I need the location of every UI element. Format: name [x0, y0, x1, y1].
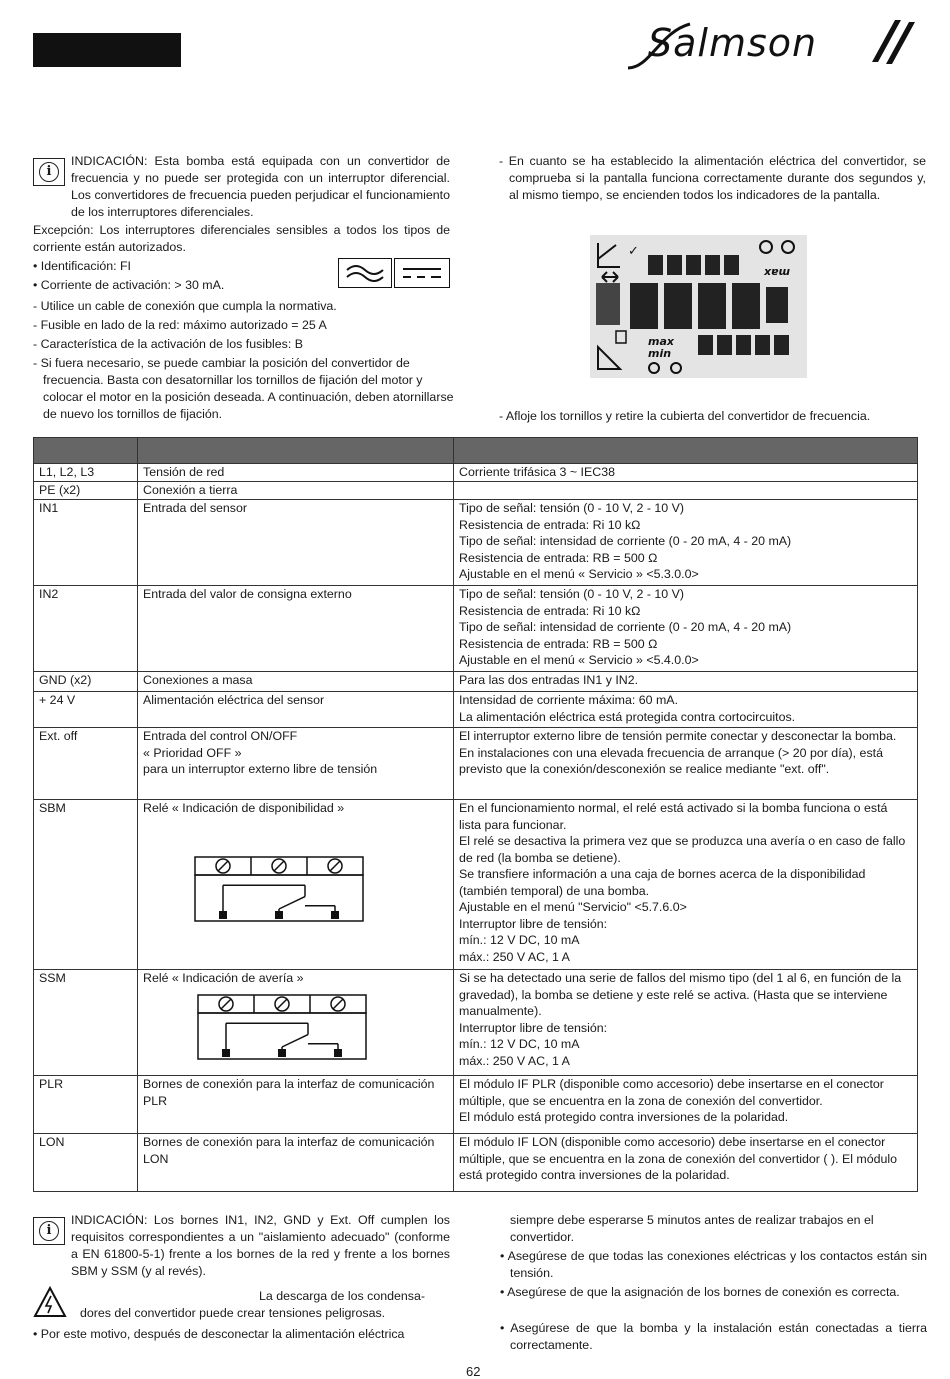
designation-cell — [138, 800, 454, 970]
table-row — [34, 692, 918, 728]
designation-text: Conexión a tierra — [143, 483, 238, 497]
function-cell: El interruptor externo libre de tensión permite conectar y desconectar la bomba. En instalaciones con una elevada frecuencia de arranque (> 20 por día), está previsto que la conexión/desconexión se realice mediante "ext. off". — [454, 728, 918, 800]
note-insulation: INDICACIÓN: Los bornes IN1, IN2, GND y Ext. Off cumplen los requisitos correspondientes a un "aislamiento adecuado" (conforme a EN 61800-5-1) frente a los bornes de la red y frente a los bornes SBM y SSM (y al revés). — [71, 1213, 450, 1278]
dc-icon — [395, 259, 449, 287]
designation-text: Entrada del sensor — [143, 501, 248, 515]
warning-line-2: dores del convertidor puede crear tensiones peligrosas. — [80, 1306, 386, 1320]
lcd-min-label: min — [648, 347, 672, 360]
designation-text: Entrada del control ON/OFF « Prioridad OFF » para un interruptor externo libre de tensión — [143, 729, 378, 776]
dash-item: - Característica de la activación de los fusibles: B — [33, 337, 303, 351]
bullet-activation-current: • Corriente de activación: > 30 mA. — [33, 278, 225, 292]
info-icon: i — [33, 158, 65, 186]
header-cell — [454, 438, 918, 464]
designation-cell — [138, 482, 454, 500]
page-number: 62 — [466, 1364, 481, 1379]
designation-cell — [138, 970, 454, 1076]
terminal-cell: IN1 — [34, 500, 138, 586]
bullet-item: • Asegúrese de que la asignación de los bornes de conexión es correcta. — [500, 1285, 900, 1299]
terminal-cell: GND (x2) — [34, 672, 138, 692]
function-cell: Para las dos entradas IN1 y IN2. — [454, 672, 918, 692]
bullet-disconnect: • Por este motivo, después de desconectar la alimentación eléctrica — [33, 1327, 405, 1341]
dc-symbol-box — [394, 258, 450, 288]
designation-text: Bornes de conexión para la interfaz de comunicación PLR — [143, 1077, 435, 1108]
dash-power-check: - En cuanto se ha establecido la alimentación eléctrica del convertidor, se comprueba si la pantalla funciona correctamente durante dos segundos y, al mismo tiempo, se encienden todos los indicadores de la pantalla. — [499, 154, 926, 202]
info-icon: i — [33, 1217, 65, 1245]
function-cell — [454, 482, 918, 500]
dash-item: - Si fuera necesario, se puede cambiar la posición del convertidor de frecuencia. Basta con desatornillar los tornillos de fijación del motor y colocar el motor en la posición deseada. A continuación, deben atornillarse de nuevo los tornillos de fijación. — [33, 356, 454, 421]
table-row — [34, 672, 918, 692]
function-cell: En el funcionamiento normal, el relé está activado si la bomba funciona o está lista para funcionar. El relé se desactiva la primera vez que se produzca una avería o en caso de fallo de red (la bomba se detiene). Se transfiere información a una caja de bornes acerca de la disponibilidad (también temporal) de una bomba. Ajustable en el menú "Servicio" <5.7.6.0> Interruptor libre de tensión: mín.: 12 V DC, 10 mA máx.: 250 V AC, 1 A — [454, 800, 918, 970]
terminal-cell: IN2 — [34, 586, 138, 672]
continuation-text: siempre debe esperarse 5 minutos antes de realizar trabajos en el convertidor. — [510, 1213, 874, 1244]
function-cell: Tipo de señal: tensión (0 - 10 V, 2 - 10 V) Resistencia de entrada: Ri 10 kΩ Tipo de señal: intensidad de corriente (0 - 20 mA, 4 - 20 mA) Resistencia de entrada: RB = 500 Ω Ajustable en el menú « Servicio » <5.4.0.0> — [454, 586, 918, 672]
svg-text:max: max — [764, 266, 790, 279]
terminal-cell: + 24 V — [34, 692, 138, 728]
brand-name: Salmson — [648, 21, 818, 65]
relay-diagram — [185, 851, 365, 927]
ac-symbol-box — [338, 258, 392, 288]
terminal-cell: LON — [34, 1134, 138, 1192]
bullet-identification: • Identificación: FI — [33, 259, 131, 273]
salmson-logo — [620, 12, 920, 74]
function-cell: Corriente trifásica 3 ~ IEC38 — [454, 464, 918, 482]
bullet-item: • Asegúrese de que la bomba y la instalación están conectadas a tierra correctamente. — [500, 1321, 927, 1352]
terminal-cell: L1, L2, L3 — [34, 464, 138, 482]
electric-warning-icon — [33, 1286, 67, 1318]
terminal-cell: PLR — [34, 1076, 138, 1134]
designation-cell — [138, 586, 454, 672]
terminal-table — [33, 437, 918, 1192]
dash-remove-cover: - Afloje los tornillos y retire la cubierta del convertidor de frecuencia. — [499, 409, 871, 423]
designation-text: Relé « Indicación de avería » — [143, 971, 304, 985]
designation-cell — [138, 500, 454, 586]
terminal-cell: PE (x2) — [34, 482, 138, 500]
dash-item: - Utilice un cable de conexión que cumpla la normativa. — [33, 299, 337, 313]
note-frequency-converter: INDICACIÓN: Esta bomba está equipada con un convertidor de frecuencia y no puede ser protegida con un interruptor diferencial. Los convertidores de frecuencia pueden perjudicar el funcionamiento de los interruptores diferenciales. — [71, 154, 450, 219]
ac-wave-icon — [339, 259, 391, 287]
header-cell — [138, 438, 454, 464]
designation-text: Relé « Indicación de disponibilidad » — [143, 801, 345, 815]
designation-cell — [138, 692, 454, 728]
table-row — [34, 500, 918, 586]
svg-text:✓: ✓ — [628, 244, 639, 259]
table-row — [34, 1076, 918, 1134]
designation-cell — [138, 464, 454, 482]
terminal-cell: Ext. off — [34, 728, 138, 800]
warning-line-1: La descarga de los condensa- — [259, 1289, 426, 1303]
designation-cell — [138, 1134, 454, 1192]
designation-text: Entrada del valor de consigna externo — [143, 587, 352, 601]
designation-text: Bornes de conexión para la interfaz de comunicación LON — [143, 1135, 435, 1166]
designation-cell — [138, 728, 454, 800]
table-row — [34, 482, 918, 500]
table-row — [34, 800, 918, 970]
function-cell: Tipo de señal: tensión (0 - 10 V, 2 - 10 V) Resistencia de entrada: Ri 10 kΩ Tipo de señal: intensidad de corriente (0 - 20 mA, 4 - 20 mA) Resistencia de entrada: RB = 500 Ω Ajustable en el menú « Servicio » <5.3.0.0> — [454, 500, 918, 586]
relay-diagram — [188, 989, 368, 1065]
bullet-item: • Asegúrese de que todas las conexiones eléctricas y los contactos están sin tensión. — [500, 1249, 927, 1280]
terminal-cell: SBM — [34, 800, 138, 970]
designation-text: Alimentación eléctrica del sensor — [143, 693, 325, 707]
table-row — [34, 1134, 918, 1192]
table-header-row — [34, 438, 918, 464]
lcd-display-illustration — [590, 235, 807, 378]
language-label-box — [33, 33, 181, 67]
lcd-max-label: max — [648, 335, 674, 348]
table-row — [34, 464, 918, 482]
exception-text: Excepción: Los interruptores diferenciales sensibles a todos los tipos de corriente están autorizados. — [33, 223, 450, 254]
function-cell: Si se ha detectado una serie de fallos del mismo tipo (del 1 al 6, en función de la gravedad), la bomba se detiene y este relé se activa. (Hasta que se interviene manualmente). Interruptor libre de tensión: mín.: 12 V DC, 10 mA máx.: 250 V AC, 1 A — [454, 970, 918, 1076]
function-cell: El módulo IF PLR (disponible como accesorio) debe insertarse en el conector múltiple, que se encuentra en la zona de conexión del convertidor. El módulo está protegido contra inversiones de la polaridad. — [454, 1076, 918, 1134]
header-cell — [34, 438, 138, 464]
designation-cell — [138, 1076, 454, 1134]
function-cell: Intensidad de corriente máxima: 60 mA. La alimentación eléctrica está protegida contra cortocircuitos. — [454, 692, 918, 728]
table-row — [34, 586, 918, 672]
table-row — [34, 728, 918, 800]
designation-cell — [138, 672, 454, 692]
terminal-cell: SSM — [34, 970, 138, 1076]
function-cell: El módulo IF LON (disponible como accesorio) debe insertarse en el conector múltiple, que se encuentra en la zona de conexión del convertidor ( ). El módulo está protegido contra inversiones de la polaridad. — [454, 1134, 918, 1192]
designation-text: Tensión de red — [143, 465, 225, 479]
table-row — [34, 970, 918, 1076]
designation-text: Conexiones a masa — [143, 673, 253, 687]
dash-item: - Fusible en lado de la red: máximo autorizado = 25 A — [33, 318, 327, 332]
